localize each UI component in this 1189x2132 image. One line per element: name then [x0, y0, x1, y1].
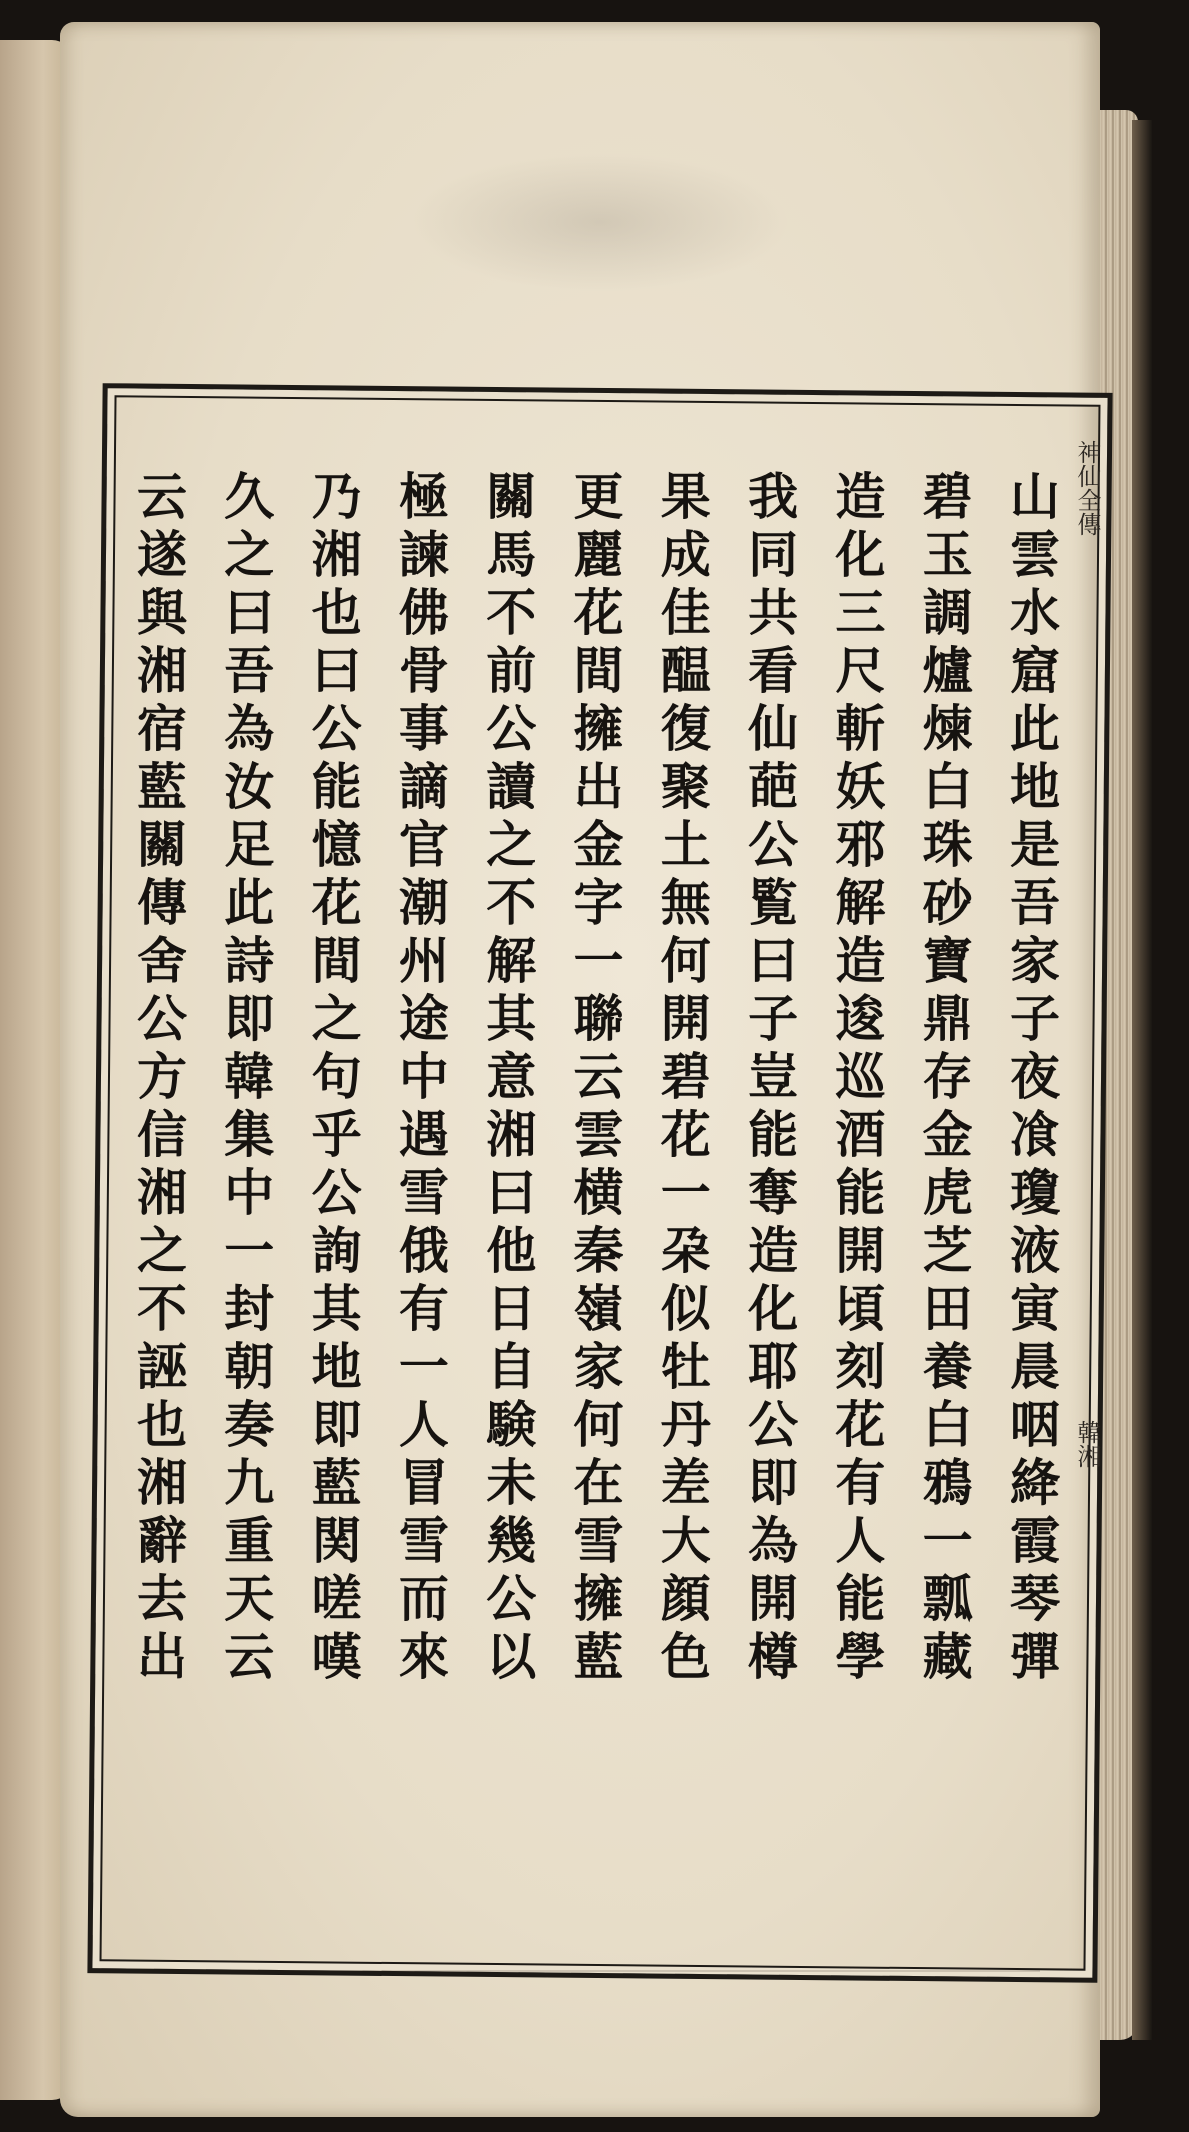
- column-text: 云遂與湘宿藍關傳舍公方信湘之不誣也湘辭去出: [129, 470, 188, 1688]
- column-text: 久之曰吾為汝足此詩即韓集中一封朝奏九重天云: [216, 470, 276, 1688]
- bottom-rule: [140, 1970, 1040, 1972]
- text-column: [122, 470, 194, 1940]
- column-text: 關馬不前公讀之不解其意湘曰他日自験未幾公以: [478, 470, 538, 1688]
- text-column: [646, 470, 718, 1940]
- text-column: [908, 470, 980, 1940]
- text-column: [471, 470, 543, 1940]
- column-text: 碧玉調爐煉白珠砂寶鼎存金虎芝田養白鴉一瓢藏: [914, 470, 974, 1688]
- text-columns: [122, 470, 1067, 1940]
- show-through-text: [410, 152, 790, 292]
- column-text: 更麗花間擁出金字一聯云雲横秦嶺家何在雪擁藍: [565, 470, 625, 1688]
- page-edge-margin: [1040, 400, 1110, 2000]
- column-text: 乃湘也曰公能憶花間之句乎公詢其地即藍関嗟嘆: [303, 470, 363, 1688]
- column-text: 山雲水窟此地是吾家子夜飡瓊液寅晨咽絳霞琴彈: [1001, 470, 1061, 1688]
- text-column: [733, 470, 805, 1940]
- column-text: 造化三尺斬妖邪解造逡巡酒能開頃刻花有人能學: [827, 470, 887, 1688]
- text-column: [209, 470, 281, 1940]
- text-column: [384, 470, 456, 1940]
- text-column: [297, 470, 369, 1940]
- margin-title: 神仙全傳: [1073, 440, 1101, 536]
- text-column: [558, 470, 630, 1940]
- column-text: 果成佳醖復聚土無何開碧花一朶似牡丹差大顔色: [652, 470, 712, 1688]
- column-text: 我同共看仙葩公覧曰子豈能奪造化耶公即為開樽: [740, 470, 800, 1688]
- column-text: 極諫佛骨事謫官潮州途中遇雪俄有一人冒雪而來: [390, 470, 450, 1688]
- margin-section: 韓湘: [1073, 1420, 1101, 1468]
- page-stack-shadow: [1132, 120, 1152, 2040]
- text-column: [820, 470, 892, 1940]
